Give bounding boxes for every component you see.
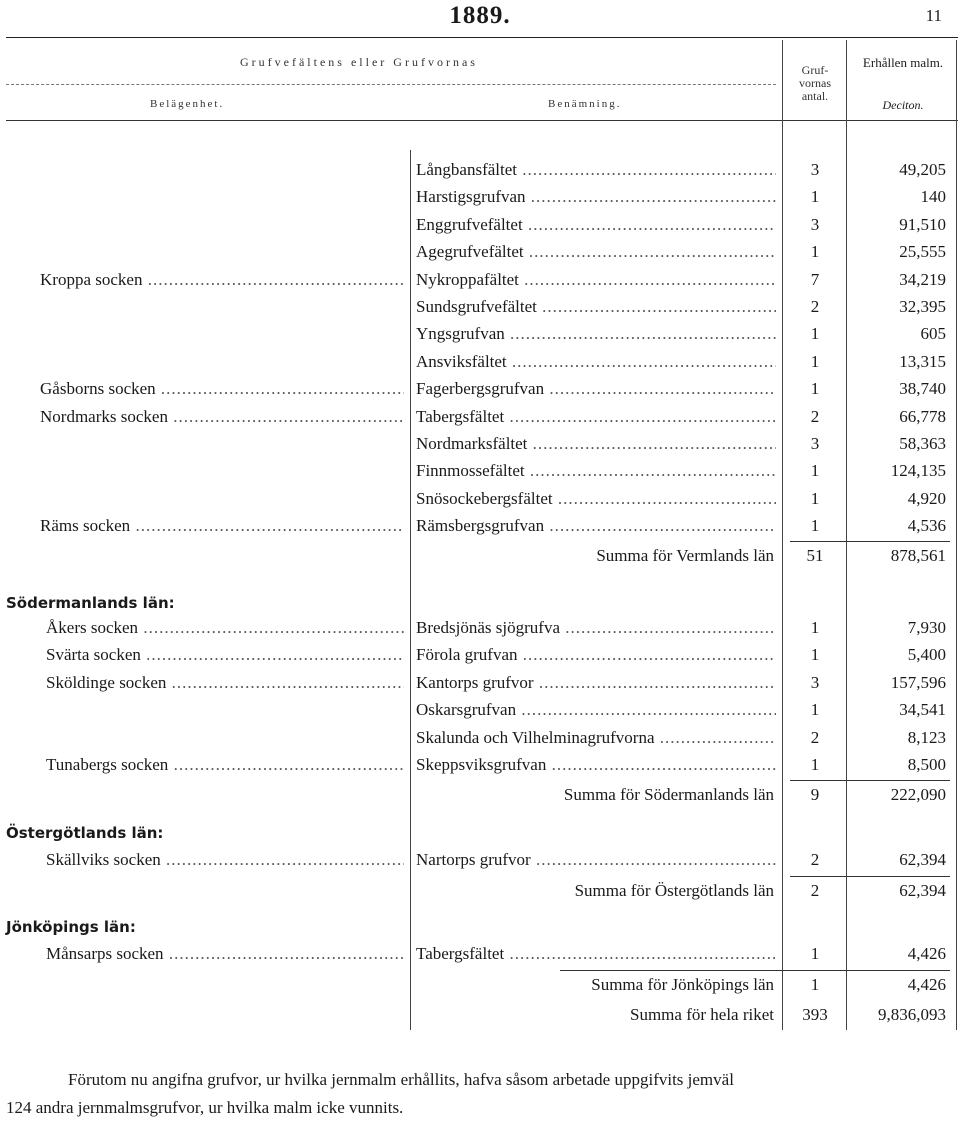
header-bottom-rule: [6, 120, 958, 121]
sum-row-ostergotland: [0, 877, 960, 904]
sum-count: 1: [810, 975, 820, 994]
footer-line-1: Förutom nu angifna grufvor, ur hvilka jernmalm erhållits, hafva såsom arbetade uppgifvits jemväl: [68, 1070, 734, 1089]
ore-cell: 124,135: [890, 461, 946, 481]
footer-line-2: 124 andra jernmalmsgrufvor, ur hvilka malm icke vunnits.: [6, 1098, 404, 1117]
ore-cell: 66,778: [899, 406, 946, 426]
location-cell: Månsarps socken .....: [46, 940, 404, 967]
section-heading-ostergotland: Östergötlands län:: [6, 824, 164, 842]
ore-cell: 25,555: [899, 242, 946, 262]
ore-cell: 7,930: [907, 618, 946, 637]
location-cell: Tunabergs socken .....: [46, 751, 404, 778]
sum-ore: 878,561: [890, 546, 946, 565]
ore-cell: 8,123: [907, 727, 946, 747]
table-row: [0, 724, 960, 751]
count-cell: 1: [810, 700, 820, 720]
ore-cell: 91,510: [899, 214, 946, 234]
sum-label: Summa för Östergötlands län: [574, 881, 774, 900]
name-cell: Tabergsfältet .....: [416, 403, 776, 430]
count-cell: 7: [810, 269, 820, 289]
name-cell: Bredsjönäs sjögrufva .....: [416, 614, 776, 641]
count-cell: 3: [810, 434, 820, 453]
table-row: [0, 211, 960, 238]
count-cell: 1: [810, 242, 820, 262]
count-cell: 1: [810, 379, 820, 399]
sum-ore: 62,394: [899, 881, 946, 900]
sum-label: Summa för Vermlands län: [596, 546, 774, 565]
ore-cell: 4,920: [907, 488, 946, 508]
sum-ore: 9,836,093: [878, 1005, 946, 1024]
name-cell: Harstigsgrufvan .....: [416, 183, 776, 210]
count-cell: 1: [810, 351, 820, 371]
sum-count: 9: [810, 785, 820, 804]
count-cell: 2: [810, 727, 820, 747]
header-count: Gruf- vornas antal.: [799, 63, 831, 103]
count-cell: 1: [810, 755, 820, 774]
name-cell: Oskarsgrufvan .....: [416, 696, 776, 723]
count-cell: 1: [810, 944, 820, 963]
table-row: [0, 696, 960, 723]
name-cell: Skeppsviksgrufvan .....: [416, 751, 776, 778]
name-cell: Tabergsfältet .....: [416, 940, 776, 967]
ore-cell: 5,400: [907, 645, 946, 665]
sum-ore: 222,090: [890, 785, 946, 804]
count-cell: 1: [810, 488, 820, 508]
ore-cell: 38,740: [899, 379, 946, 399]
location-cell: Gåsborns socken .....: [40, 375, 404, 402]
location-cell: Kroppa socken .....: [40, 266, 404, 293]
ore-cell: 49,205: [899, 160, 946, 179]
header-location-group: Grufvefältens eller Grufvornas: [240, 55, 478, 69]
name-cell: Yngsgrufvan .....: [416, 320, 776, 347]
name-cell: Nartorps grufvor .....: [416, 846, 776, 873]
location-cell: Svärta socken .....: [46, 641, 404, 668]
count-cell: 1: [810, 324, 820, 344]
ore-cell: 62,394: [899, 850, 946, 869]
header-ore: Erhållen malm.: [862, 55, 944, 70]
count-cell: 2: [810, 406, 820, 426]
location-cell: Räms socken .....: [40, 512, 404, 539]
ore-cell: 34,219: [899, 269, 946, 289]
section-heading-jonkoping: Jönköpings län:: [6, 918, 136, 936]
location-cell: Åkers socken .....: [46, 614, 404, 641]
sum-row-jonkoping: [0, 971, 960, 998]
sum-label: Summa för hela riket: [630, 1005, 774, 1024]
table-row: [0, 266, 960, 293]
sum-label: Summa för Jönköpings län: [591, 975, 774, 994]
sum-row-total: [0, 1001, 960, 1028]
ore-cell: 605: [920, 324, 946, 344]
name-cell: Kantorps grufvor .....: [416, 669, 776, 696]
count-cell: 1: [810, 645, 820, 665]
name-cell: Sundsgrufvefältet .....: [416, 293, 776, 320]
name-cell: Finnmossefältet .....: [416, 457, 776, 484]
table-row: [0, 614, 960, 641]
header-ore-unit: Deciton.: [882, 98, 924, 112]
ore-cell: 140: [920, 187, 946, 207]
ore-cell: 34,541: [899, 700, 946, 720]
count-cell: 3: [810, 672, 820, 692]
header-top-rule: [6, 37, 958, 38]
location-cell: Skällviks socken .....: [46, 846, 404, 873]
name-cell: Fagerbergsgrufvan .....: [416, 375, 776, 402]
header-dashed-rule: [6, 84, 776, 85]
ore-cell: 58,363: [899, 434, 946, 453]
count-cell: 3: [810, 214, 820, 234]
table-row: [0, 156, 960, 183]
name-cell: Långbansfältet .....: [416, 156, 776, 183]
sum-row-sodermanland: [0, 781, 960, 808]
table-row: [0, 512, 960, 539]
sum-ore: 4,426: [907, 975, 946, 994]
ore-cell: 157,596: [890, 672, 946, 692]
table-row: [0, 669, 960, 696]
table-row: [0, 940, 960, 967]
ore-cell: 4,536: [907, 516, 946, 536]
table-row: [0, 430, 960, 457]
name-cell: Skalunda och Vilhelminagrufvorna .....: [416, 724, 776, 751]
header-name: Benämning.: [548, 98, 622, 110]
name-cell: Ansviksfältet .....: [416, 348, 776, 375]
sum-count: 2: [810, 881, 820, 900]
table-row: [0, 238, 960, 265]
name-cell: Snösockebergsfältet .....: [416, 485, 776, 512]
table-row: [0, 641, 960, 668]
name-cell: Enggrufvefältet .....: [416, 211, 776, 238]
name-cell: Nykroppafältet .....: [416, 266, 776, 293]
ore-cell: 13,315: [899, 351, 946, 371]
name-cell: Nordmarksfältet .....: [416, 430, 776, 457]
table-row: [0, 348, 960, 375]
count-cell: 1: [810, 516, 820, 536]
table-row: [0, 846, 960, 873]
table-row: [0, 457, 960, 484]
table-row: [0, 375, 960, 402]
name-cell: Rämsbergsgrufvan .....: [416, 512, 776, 539]
ore-cell: 4,426: [907, 944, 946, 963]
table-row: [0, 183, 960, 210]
sum-label: Summa för Södermanlands län: [563, 785, 774, 804]
sum-row-vermland: [0, 542, 960, 569]
section-heading-sodermanland: Södermanlands län:: [6, 594, 175, 612]
ore-cell: 32,395: [899, 297, 946, 316]
table-row: [0, 485, 960, 512]
count-cell: 2: [810, 850, 820, 869]
count-cell: 1: [810, 187, 820, 207]
header-location: Belägenhet.: [150, 98, 225, 110]
count-cell: 1: [810, 461, 820, 481]
name-cell: Förola grufvan .....: [416, 641, 776, 668]
location-cell: Sköldinge socken .....: [46, 669, 404, 696]
ore-cell: 8,500: [907, 755, 946, 774]
name-cell: Agegrufvefältet .....: [416, 238, 776, 265]
page-number: 11: [925, 6, 942, 25]
count-cell: 3: [810, 160, 820, 179]
table-row: [0, 320, 960, 347]
sum-count: 393: [802, 1005, 828, 1024]
year-heading: 1889.: [449, 2, 511, 29]
count-cell: 2: [810, 297, 820, 316]
location-cell: Nordmarks socken .....: [40, 403, 404, 430]
table-row: [0, 751, 960, 778]
table-row: [0, 403, 960, 430]
count-cell: 1: [810, 618, 820, 637]
sum-count: 51: [806, 546, 824, 565]
table-row: [0, 293, 960, 320]
